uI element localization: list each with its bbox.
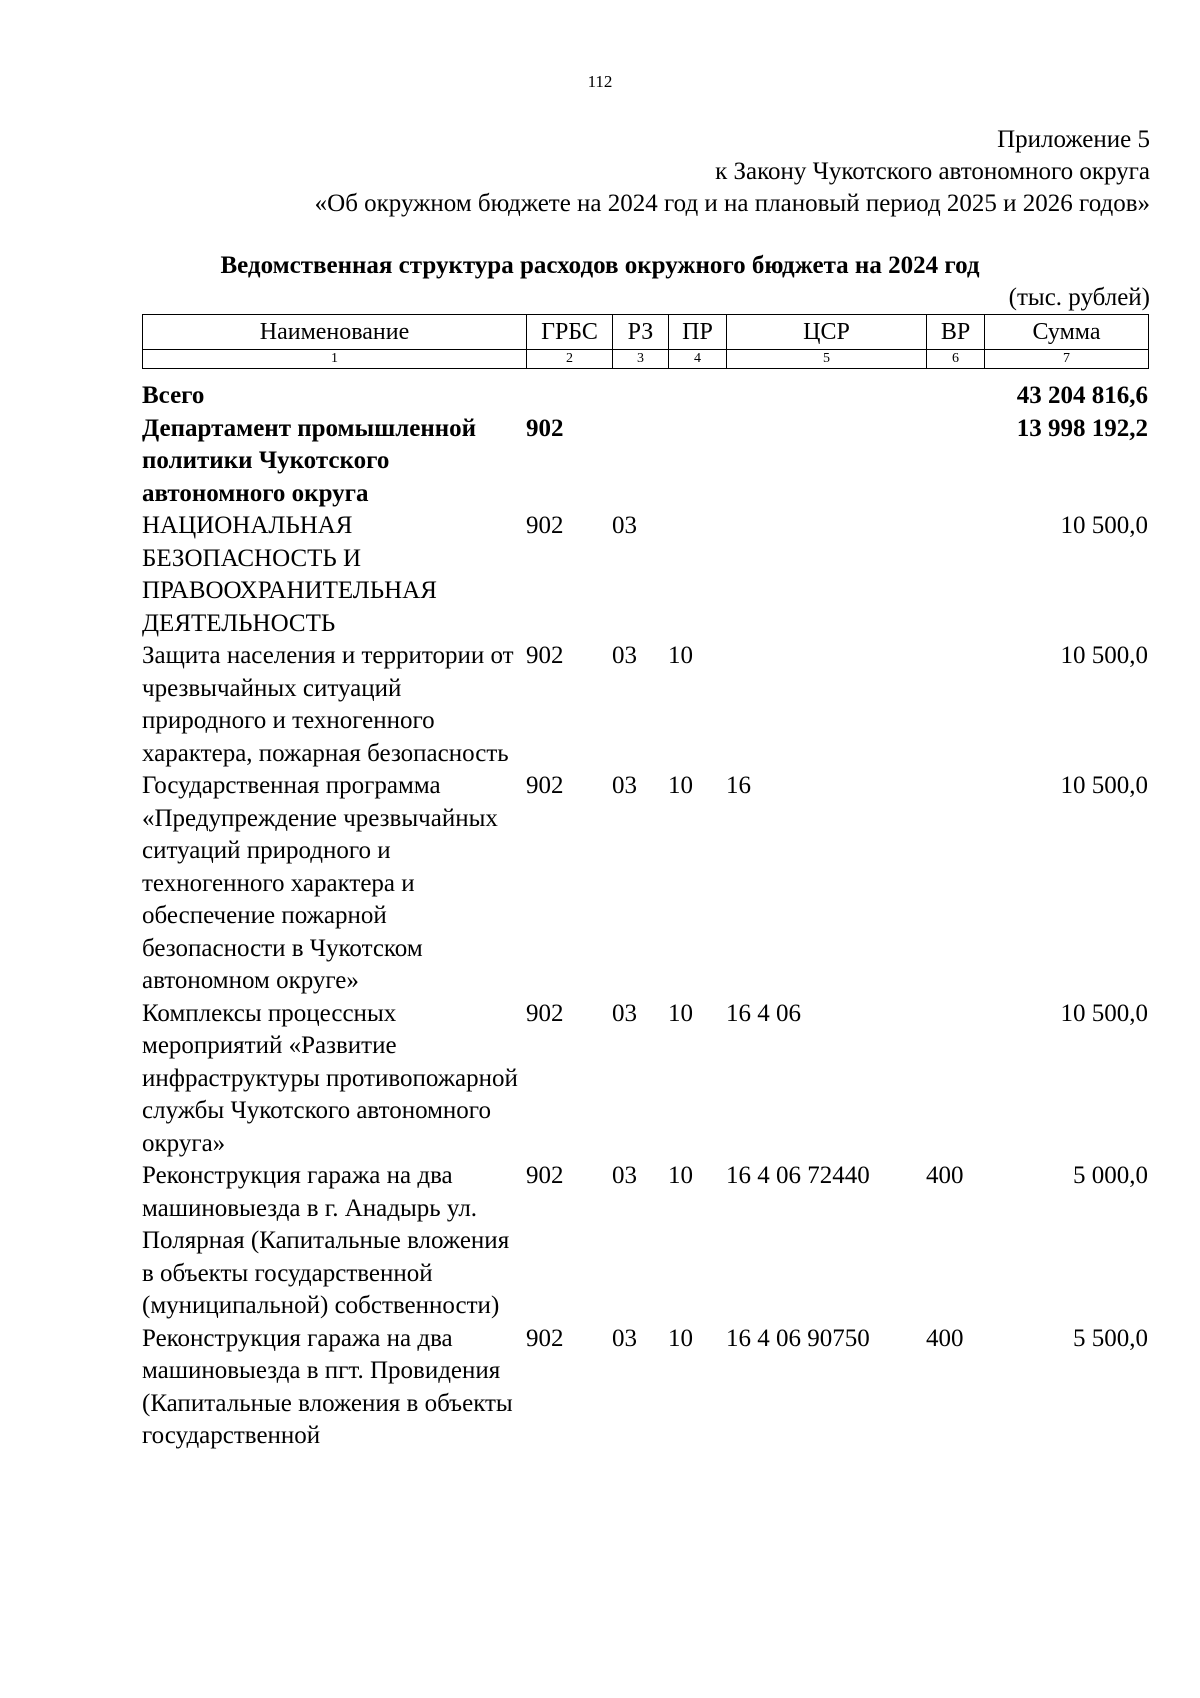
row-pr: 10	[668, 642, 693, 669]
row-name: Реконструкция гаража на два машиновыезда в г. Анадырь ул. Полярная (Капитальные вложения в объекты государственной (муниципальной) собственности)	[142, 1162, 510, 1319]
col-header-grbs: ГРБС	[527, 315, 613, 350]
row-rz	[612, 380, 668, 413]
row-sum: 5 500,0	[1073, 1324, 1148, 1352]
row-rz: 03	[612, 999, 637, 1027]
page-number: 112	[587, 72, 613, 91]
column-numbers-row	[143, 350, 1149, 369]
col-header-vr: ВР	[927, 315, 985, 350]
row-grbs: 902	[526, 414, 564, 442]
table-row	[142, 998, 1148, 1161]
row-name: Департамент промышленной политики Чукотского автономного округа	[142, 414, 477, 507]
row-pr: 10	[668, 1324, 693, 1352]
row-csr	[726, 380, 926, 413]
row-pr	[668, 380, 726, 413]
row-vr	[926, 380, 984, 413]
table-header	[142, 314, 1149, 369]
row-sum: 10 500,0	[1060, 512, 1148, 539]
table-row	[142, 413, 1148, 511]
col-number-1: 1	[143, 350, 527, 369]
row-grbs: 902	[526, 999, 564, 1027]
row-sum: 10 500,0	[1060, 999, 1148, 1027]
col-number-5: 5	[727, 350, 927, 369]
appendix-line-1: Приложение 5	[997, 126, 1150, 153]
row-rz: 03	[612, 642, 637, 669]
row-rz: 03	[612, 512, 637, 539]
row-vr	[926, 640, 984, 770]
row-csr	[726, 510, 926, 640]
col-number-3: 3	[613, 350, 669, 369]
row-name: НАЦИОНАЛЬНАЯ БЕЗОПАСНОСТЬ И ПРАВООХРАНИТЕЛЬНАЯ ДЕЯТЕЛЬНОСТЬ	[142, 512, 437, 637]
col-header-sum: Сумма	[985, 315, 1149, 350]
row-pr	[668, 510, 726, 640]
row-grbs: 902	[526, 642, 564, 669]
row-vr	[926, 998, 984, 1161]
row-name: Государственная программа «Предупреждение чрезвычайных ситуаций природного и техногенного характера и обеспечение пожарной безопасности в Чукотском автономном округе»	[142, 772, 498, 994]
row-rz: 03	[612, 772, 637, 799]
row-sum: 43 204 816,6	[1016, 382, 1148, 409]
row-grbs: 902	[526, 1162, 564, 1189]
appendix-line-3: «Об окружном бюджете на 2024 год и на плановый период 2025 и 2026 годов»	[314, 190, 1150, 217]
appendix-line-2: к Закону Чукотского автономного округа	[715, 158, 1150, 185]
row-sum: 10 500,0	[1060, 772, 1148, 799]
row-sum: 5 000,0	[1073, 1162, 1148, 1189]
col-header-pr: ПР	[669, 315, 727, 350]
row-vr: 400	[926, 1162, 964, 1189]
row-vr	[926, 510, 984, 640]
col-number-7: 7	[985, 350, 1149, 369]
row-csr: 16 4 06 90750	[726, 1324, 870, 1352]
row-pr: 10	[668, 772, 693, 799]
row-csr	[726, 413, 926, 511]
table-row	[142, 640, 1148, 770]
row-name: Реконструкция гаража на два машиновыезда в пгт. Провидения (Капитальные вложения в объекты государственной	[142, 1324, 513, 1449]
row-pr: 10	[668, 999, 693, 1027]
appendix-header	[315, 124, 1150, 220]
table-row	[142, 1160, 1148, 1323]
table-row	[142, 770, 1148, 998]
col-header-rz: РЗ	[613, 315, 669, 350]
row-name: Защита населения и территории от чрезвычайных ситуаций природного и техногенного характера, пожарная безопасность	[142, 642, 514, 767]
row-vr	[926, 770, 984, 998]
row-rz: 03	[612, 1324, 637, 1352]
row-grbs	[526, 380, 612, 413]
budget-table	[142, 380, 1148, 1453]
budget-rows	[142, 380, 1148, 1453]
row-vr: 400	[926, 1324, 964, 1352]
document-title: Ведомственная структура расходов окружного бюджета на 2024 год	[220, 252, 980, 279]
row-grbs: 902	[526, 1324, 564, 1352]
row-pr	[668, 413, 726, 511]
col-header-name: Наименование	[143, 315, 527, 350]
col-number-6: 6	[927, 350, 985, 369]
row-csr: 16	[726, 772, 751, 799]
row-csr: 16 4 06	[726, 999, 801, 1027]
table-row	[142, 380, 1148, 413]
row-rz	[612, 413, 668, 511]
row-sum: 13 998 192,2	[1016, 414, 1148, 442]
row-name: Всего	[142, 382, 205, 409]
row-grbs: 902	[526, 512, 564, 539]
row-vr	[926, 413, 984, 511]
row-name: Комплексы процессных мероприятий «Развитие инфраструктуры противопожарной службы Чукотского автономного округа»	[142, 999, 518, 1157]
row-rz: 03	[612, 1162, 637, 1189]
col-number-2: 2	[527, 350, 613, 369]
row-csr: 16 4 06 72440	[726, 1162, 870, 1189]
table-row	[142, 1323, 1148, 1453]
unit-label: (тыс. рублей)	[1008, 284, 1150, 311]
row-sum: 10 500,0	[1060, 642, 1148, 669]
col-number-4: 4	[669, 350, 727, 369]
col-header-csr: ЦСР	[727, 315, 927, 350]
row-pr: 10	[668, 1162, 693, 1189]
table-row	[142, 510, 1148, 640]
row-grbs: 902	[526, 772, 564, 799]
row-csr	[726, 640, 926, 770]
header-row	[143, 315, 1149, 350]
